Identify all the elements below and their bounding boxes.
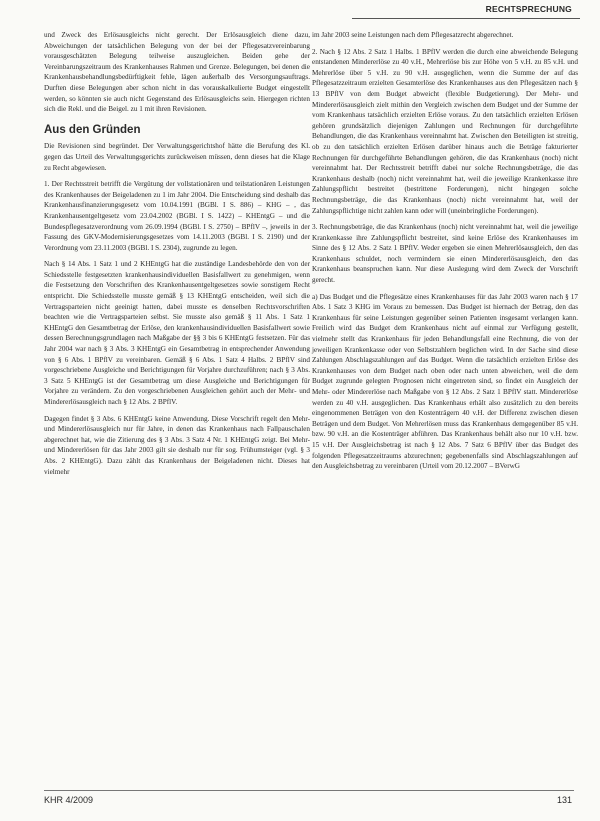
header-divider [352, 18, 580, 19]
page-number: 131 [556, 795, 572, 805]
paragraph: und Zweck des Erlösausgleichs nicht gerecht. Der Erlösausgleich diene dazu, Abweichungen der tatsächlichen Belegung von der bei der Pflegesatzvereinbarung vorausgeschätzten Belegung teilweise auszugleichen. Beiden gehe der Vereinbarungszeitraum des Krankenhauses Rahmen und Grenze. Belegungen, bei denen die Krankenhausbehandlungsbedürftigkeit fehle, lägen außerhalb des Versorgungsauftrags. Durften diese Belegungen aber schon nicht in das vorauskalkulierte Budget eingestellt werden, so könnten sie auch nicht Gegenstand des Erlösausgleichs sein. Hiergegen richten sich die Rekl. und die Beigel. zu 1 mit ihren Revisionen. [44, 31, 310, 114]
section-heading: Aus den Gründen [44, 123, 141, 136]
page-footer [0, 790, 600, 821]
paragraph: im Jahr 2003 seine Leistungen nach dem Pflegesatzrecht abgerechnet. [312, 31, 514, 39]
paragraph: Die Revisionen sind begründet. Der Verwaltungsgerichtshof hätte die Berufung des Kl. gegen das Urteil des Verwaltungsgerichts zurückweisen müssen, denn dieses hat die Klage zu Recht abgewiesen. [44, 142, 310, 172]
paragraph: Nach § 14 Abs. 1 Satz 1 und 2 KHEntgG hat die zuständige Landesbehörde den von der Schiedsstelle festgesetzten krankenhausindividuellen Basisfallwert zu genehmigen, wenn die Festsetzung den Vorschriften des Krankenhausentgeltgesetzes sowie sonstigem Recht entspricht. Die Schiedsstelle musste gemäß § 13 KHEntgG entscheiden, weil sich die Vertragsparteien nicht geeinigt hatten, dabei musste es denselben Rechtsvorschriften beachten wie die Vertragsparteien selbst. Sie musste also gemäß § 11 Abs. 1 Satz 1 KHEntgG den Gesamtbetrag der Erlöse, den krankenhausindividuellen Basisfallwert sowie dessen Berechnungsgrundlagen nach Maßgabe der §§ 3 bis 6 KHEntgG festsetzen. Für das Jahr 2004 war nach § 3 Abs. 3 KHEntgG ein Gesamtbetrag in entsprechender Anwendung von § 6 Abs. 1 BPflV zu vereinbaren. Gemäß § 6 Abs. 1 Satz 4 Halbs. 2 BPflV sind vorgeschriebene Ausgleiche und Berichtigungen für Vorjahre durchzuführen; nach § 3 Abs. 3 Satz 5 KHEntgG ist der Gesamtbetrag um diese Ausgleiche und Berichtigungen für Vorjahre zu verändern. Zu den vorgeschriebenen Ausgleichen gehört auch der Mehr- und Mindererlösausgleich nach § 12 Abs. 2 BPflV. [44, 260, 310, 406]
left-column [44, 30, 310, 483]
paragraph: Dagegen findet § 3 Abs. 6 KHEntgG keine Anwendung. Diese Vorschrift regelt den Mehr- und Mindererlösausgleich nur für Jahre, in denen das Krankenhaus nach Fallpauschalen abgerechnet hat, wie die Zitierung des § 3 Abs. 3 Satz 4 Nr. 1 KHEntgG zeigt. Bei Mehr- und Mindererlösen für das Jahr 2003 gilt sie deshalb nur für sog. Frühumsteiger (vgl. § 3 Abs. 2 KHEntgG). Dazu zählt das Krankenhaus der Beigeladenen nicht. Dieses hat vielmehr [44, 414, 310, 476]
right-column [312, 30, 578, 478]
paragraph: a) Das Budget und die Pflegesätze eines Krankenhauses für das Jahr 2003 waren nach § 17 Abs. 1 Satz 3 KHG im Voraus zu bemessen. Das Budget ist hiernach der Betrag, den das Krankenhaus für seine Leistungen gegenüber seinen Patienten insgesamt verlangen kann. Freilich wird das Budget dem Krankenhaus nicht auf einmal zur Verfügung gestellt, vielmehr stellt das Krankenhaus für jeden Behandlungsfall eine Rechnung, die von der jeweiligen Krankenkasse oder von Selbstzahlern beglichen wird. In der Sache sind diese Zahlungen Abschlagszahlungen auf das Budget. Wenn die tatsächlich erzielten Erlöse des Krankenhauses von dem Budget nach oben oder nach unten abweichen, weil die dem Budget zugrunde gelegten Prognosen nicht eingetreten sind, so findet ein Ausgleich der Mehr- oder Mindererlöse nach Maßgabe von § 12 Abs. 2 Satz 1 BPflV statt. Mindererlöse werden zu 40 v.H. ausgeglichen. Das Krankenhaus erhält also zusätzlich zu den bereits eingenommenen Beträgen von den Kostenträgern 40 v.H. der Differenz zwischen diesen Beträgen und dem Budget. Von Mehrerlösen muss das Krankenhaus demgegenüber 85 v.H. bzw. 90 v.H. an die Kostenträger abführen. Das Krankenhaus behält also nur 10 v.H. bzw. 15 v.H. Der Ausgleichsbetrag ist nach § 12 Abs. 7 Satz 6 BPflV über das Budget des folgenden Pflegesatzzeitraums abzurechnen; gegebenenfalls sind Abschlagszahlungen auf den Ausgleichsbetrag zu vereinbaren (Urteil vom 20.12.2007 – BVerwG [312, 292, 578, 471]
paragraph: 2. Nach § 12 Abs. 2 Satz 1 Halbs. 1 BPflV werden die durch eine abweichende Belegung entstandenen Mindererlöse zu 40 v.H., Mehrerlöse bis zur Höhe von 5 v.H. zu 85 v.H. und Mehrerlöse über 5 v.H. zu 90 v.H. ausgeglichen, wenn die Summe der auf das Pflegesatzzeitraum erzielten Gesamterlöse des Krankenhauses aus den Pflegesätzen nach § 13 BPflV von dem Budget abweicht (flexible Budgetierung). Der Mehr- und Mindererlösausgleich zielt mithin den Vergleich zwischen dem Budget und der Summe der vom Krankenhaus tatsächlich erzielten Erlöse voraus. Zu den tatsächlich erzielten Erlösen gehören grundsätzlich diejenigen Zahlungen und Rechnungen für durchgeführte Behandlungen, die das Krankenhaus vereinnahmt hat. Zwischen den Beteiligten ist streitig, ob zu den tatsächlich erzielten Erlösen darüber hinaus auch die Beträge fakturierter Rechnungen für durchgeführte Behandlungen gehören, die das Krankenhaus (noch) nicht vereinnahmt hat. Der Rechtsstreit betrifft dabei nur solche Rechnungsbeträge, die das Krankenhaus deshalb (noch) nicht vereinnahmt hat, weil die jeweilige Krankenkasse ihre Zahlungspflicht bestreitet (bestrittene Forderungen), nicht hingegen solche Rechnungsbeträge, die das Krankenhaus (noch) nicht vereinnahmt hat, weil der Zahlungspflichtige nicht zahlen kann oder will (uneinbringliche Forderungen). [312, 47, 578, 215]
paragraph: 3. Rechnungsbeträge, die das Krankenhaus (noch) nicht vereinnahmt hat, weil die jeweilige Krankenkasse ihre Zahlungspflicht bestreitet, sind keine Erlöse des Krankenhauses im Sinne des § 12 Abs. 2 Satz 1 BPflV. Weder ergeben sie einen Mehrerlösausgleich, den das Krankenhaus schuldet, noch vermindern sie einen Mindererlösausgleich, den das Krankenhaus beanspruchen kann. Nur diese Auslegung wird dem Zweck der Vorschrift gerecht. [312, 223, 578, 285]
paragraph: 1. Der Rechtsstreit betrifft die Vergütung der vollstationären und teilstationären Leistungen des Krankenhauses der Beigeladenen zu 1 im Jahr 2004. Die Entscheidung sind deshalb das Krankenhausfinanzierungsgesetz vom 10.04.1991 (BGBl. I S. 886) – KHG – , das Krankenhausentgeltgesetz vom 23.04.2002 (BGBl. I S. 1422) – KHEntgG – und die Bundespflegesatzverordnung vom 26.09.1994 (BGBl. I S. 2750) – BPflV –, jeweils in der Fassung des GKV-Modernisierungsgesetzes vom 14.11.2003 (BGBl. I S. 2190) und der Verordnung vom 23.11.2003 (BGBl. I S. 2304), zugrunde zu legen. [44, 180, 310, 252]
section-rubric: RECHTSPRECHUNG [485, 4, 572, 14]
page-header [0, 0, 600, 22]
journal-issue: KHR 4/2009 [44, 795, 94, 805]
footer-divider [44, 790, 574, 791]
